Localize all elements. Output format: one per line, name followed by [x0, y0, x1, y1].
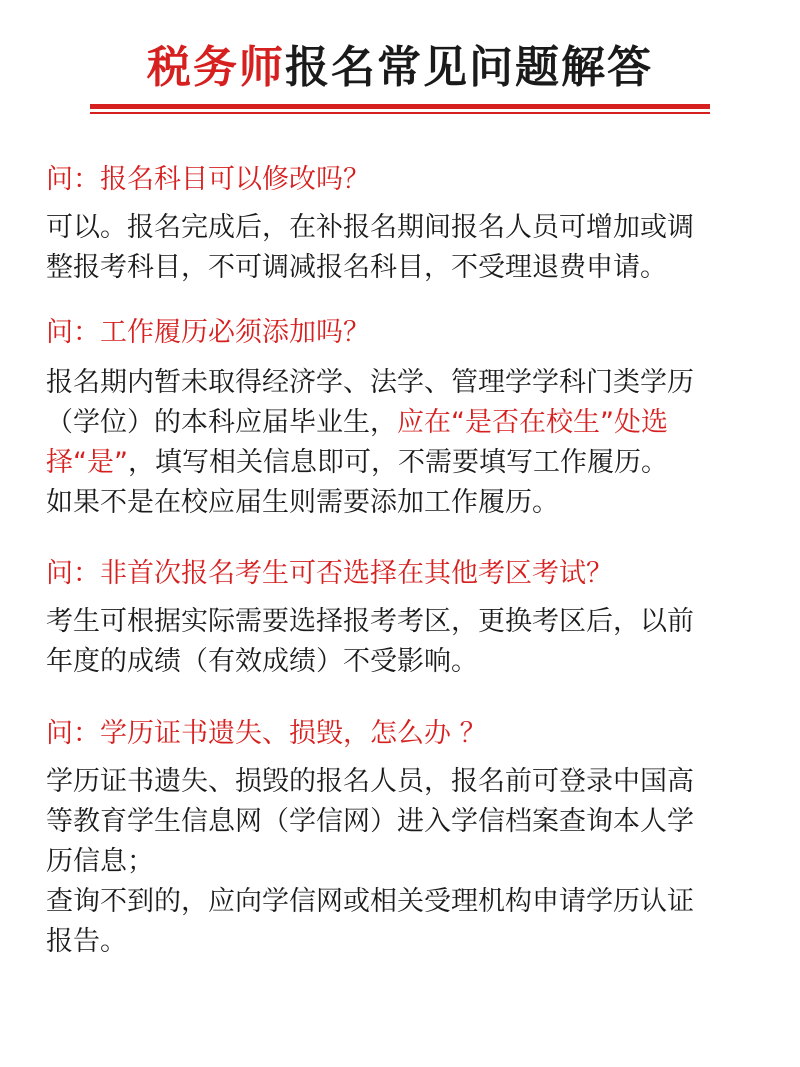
answer	[46, 762, 760, 962]
answer-line: 可以。报名完成后，在补报名期间报名人员可增加或调	[46, 212, 694, 243]
answer-line: 历信息；	[46, 846, 154, 877]
answer-line: 考生可根据实际需要选择报考考区，更换考区后，以前	[46, 606, 694, 637]
page-title-red-part: 税务师	[147, 42, 285, 93]
answer-line: 学历证书遗失、损毁的报名人员，报名前可登录中国高	[46, 766, 694, 797]
title-underline-thin	[90, 112, 710, 114]
answer	[46, 363, 760, 523]
question: 问：学历证书遗失、损毁，怎么办 ？	[46, 718, 487, 749]
answer-line: 如果不是在校应届生则需要添加工作履历。	[46, 487, 559, 518]
answer-line	[46, 403, 760, 443]
qa-item-lost-certificate	[46, 714, 760, 962]
question: 问：非首次报名考生可否选择在其他考区考试？	[46, 558, 613, 589]
answer-line: 报告。	[46, 926, 127, 957]
question: 问：报名科目可以修改吗？	[46, 164, 370, 195]
question: 问：工作履历必须添加吗？	[46, 317, 370, 348]
answer-line	[46, 443, 760, 483]
title-underline-thick	[90, 104, 710, 109]
answer	[46, 602, 760, 682]
answer-line: 报名期内暂未取得经济学、法学、管理学学科门类学历	[46, 367, 694, 398]
answer-line: 查询不到的，应向学信网或相关受理机构申请学历认证	[46, 886, 694, 917]
answer-text: ，填写相关信息即可，不需要填写工作履历。	[127, 447, 668, 478]
answer-line: 等教育学生信息网（学信网）进入学信档案查询本人学	[46, 806, 694, 837]
page-title-black-part: 报名常见问题解答	[285, 42, 653, 93]
answer-text: （学位）的本科应届毕业生，	[46, 407, 397, 438]
answer-line: 整报考科目，不可调减报名科目，不受理退费申请。	[46, 252, 667, 283]
qa-item-subject-change	[46, 160, 760, 288]
qa-item-exam-region	[46, 554, 760, 682]
answer-highlight: 择“是”	[46, 447, 128, 478]
answer	[46, 208, 760, 288]
qa-item-work-history	[46, 313, 760, 523]
page-title	[0, 38, 800, 98]
answer-highlight: 应在“是否在校生”处选	[397, 407, 668, 438]
answer-line: 年度的成绩（有效成绩）不受影响。	[46, 646, 478, 677]
